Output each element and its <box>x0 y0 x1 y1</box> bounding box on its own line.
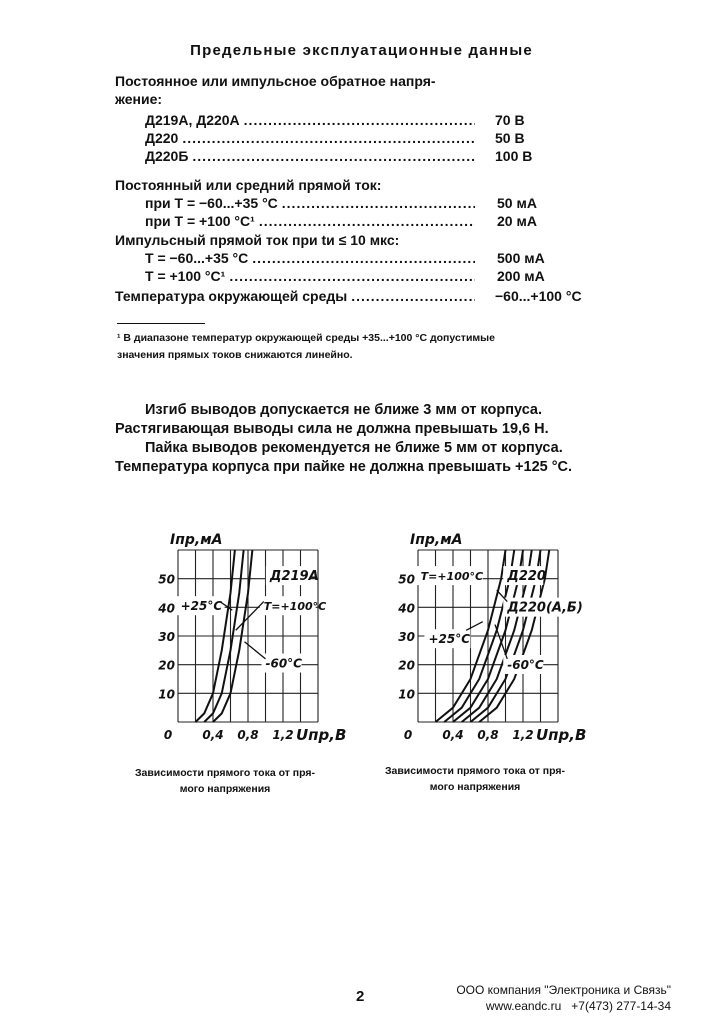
x-tick-label: 0,8 <box>477 728 499 742</box>
reverse-voltage-heading-1: Постоянное или импульсное обратное напря- <box>115 73 436 89</box>
spec-row <box>145 250 479 266</box>
chart-left-caption <box>115 765 335 797</box>
chart-annotation: Д220(А,Б) <box>507 600 583 616</box>
x-axis-label: Uпр,В <box>536 726 587 744</box>
chart-annotation: +25°C <box>428 632 471 647</box>
spec-label: Д220Б <box>145 148 189 164</box>
y-tick-label: 50 <box>398 572 415 587</box>
x-tick-label: 0,4 <box>442 728 464 742</box>
paragraph-line: Пайка выводов рекомендуется не ближе 5 мм от корпуса. <box>145 440 563 456</box>
spec-row <box>115 288 479 304</box>
caption-line: мого напряжения <box>179 783 271 795</box>
y-axis-label: Iпр,мА <box>410 532 463 548</box>
footnote-line-1: ¹ В диапазоне температур окружающей среды +35...+100 °C допустимые <box>117 332 495 344</box>
spec-row <box>145 130 479 146</box>
spec-row <box>145 195 479 211</box>
chart-right <box>380 528 600 748</box>
paragraph-line: Растягивающая выводы сила не должна превышать 19,6 Н. <box>115 421 549 437</box>
x-tick-label: 0 <box>163 728 173 742</box>
forward-current-heading: Постоянный или средний прямой ток: <box>115 177 382 193</box>
chart-annotation: T=+100°C <box>263 600 327 614</box>
spec-label: при T = −60...+35 °C <box>145 195 278 211</box>
spec-value: 100 В <box>495 148 533 164</box>
page-title: Предельные эксплуатационные данные <box>190 42 533 59</box>
spec-row <box>145 112 479 128</box>
spec-label: при T = +100 °C¹ <box>145 213 255 229</box>
spec-row <box>145 213 479 229</box>
leader-line <box>236 602 264 631</box>
paragraph-line: Температура корпуса при пайке не должна превышать +125 °C. <box>115 459 573 475</box>
footer-contacts: www.eandc.ru +7(473) 277-14-34 <box>485 999 671 1013</box>
leader-line <box>466 622 483 631</box>
spec-label: T = −60...+35 °C <box>145 250 249 266</box>
chart-annotation: T=+100°C <box>420 570 484 584</box>
x-tick-label: 1,2 <box>272 728 294 742</box>
y-tick-label: 50 <box>158 572 175 587</box>
x-tick-label: 0,8 <box>237 728 259 742</box>
pulse-current-heading: Импульсный прямой ток при tи ≤ 10 мкс: <box>115 232 400 248</box>
chart-right-caption <box>365 763 585 795</box>
spec-value: 50 мА <box>497 195 537 211</box>
caption-line: Зависимости прямого тока от пря- <box>384 765 566 777</box>
spec-label: Д220 <box>145 130 179 146</box>
paragraph-line: Изгиб выводов допускается не ближе 3 мм от корпуса. <box>145 402 543 418</box>
y-tick-label: 40 <box>158 601 175 616</box>
spec-value: −60...+100 °C <box>495 288 582 304</box>
chart-annotation: -60°C <box>507 657 544 672</box>
spec-label: Температура окружающей среды <box>115 288 348 304</box>
spec-label: Д219А, Д220А <box>145 112 240 128</box>
chart-left <box>140 528 360 748</box>
chart-annotation: Д220 <box>507 569 546 585</box>
spec-row <box>145 148 479 164</box>
y-tick-label: 20 <box>158 658 175 673</box>
y-tick-label: 10 <box>398 687 415 702</box>
x-axis-label: Uпр,В <box>296 726 347 744</box>
chart-annotation: -60°C <box>265 656 302 671</box>
footer-contact <box>456 982 671 1014</box>
y-tick-label: 30 <box>398 630 415 644</box>
spec-value: 70 В <box>495 112 525 128</box>
footnote-divider <box>117 323 205 324</box>
x-tick-label: 1,2 <box>512 728 534 742</box>
chart-annotation: +25°C <box>180 599 223 614</box>
x-tick-label: 0 <box>403 728 413 742</box>
spec-value: 20 мА <box>497 213 537 229</box>
footer-company: ООО компания "Электроника и Связь" <box>456 983 671 997</box>
y-tick-label: 30 <box>158 630 175 644</box>
spec-label: T = +100 °C¹ <box>145 268 226 284</box>
page-number: 2 <box>356 988 365 1005</box>
x-tick-label: 0,4 <box>202 728 224 742</box>
spec-value: 50 В <box>495 130 525 146</box>
reverse-voltage-heading-2: жение: <box>115 91 163 107</box>
caption-line: Зависимости прямого тока от пря- <box>134 767 316 779</box>
spec-value: 500 мА <box>497 250 545 266</box>
y-tick-label: 40 <box>398 601 415 616</box>
y-axis-label: Iпр,мА <box>170 532 223 548</box>
chart-annotation: Д219А <box>269 569 319 585</box>
caption-line: мого напряжения <box>429 781 521 793</box>
y-tick-label: 20 <box>398 658 415 673</box>
y-tick-label: 10 <box>158 687 175 702</box>
footnote-line-2: значения прямых токов снижаются линейно. <box>117 349 353 361</box>
spec-row <box>145 268 479 284</box>
spec-value: 200 мА <box>497 268 545 284</box>
